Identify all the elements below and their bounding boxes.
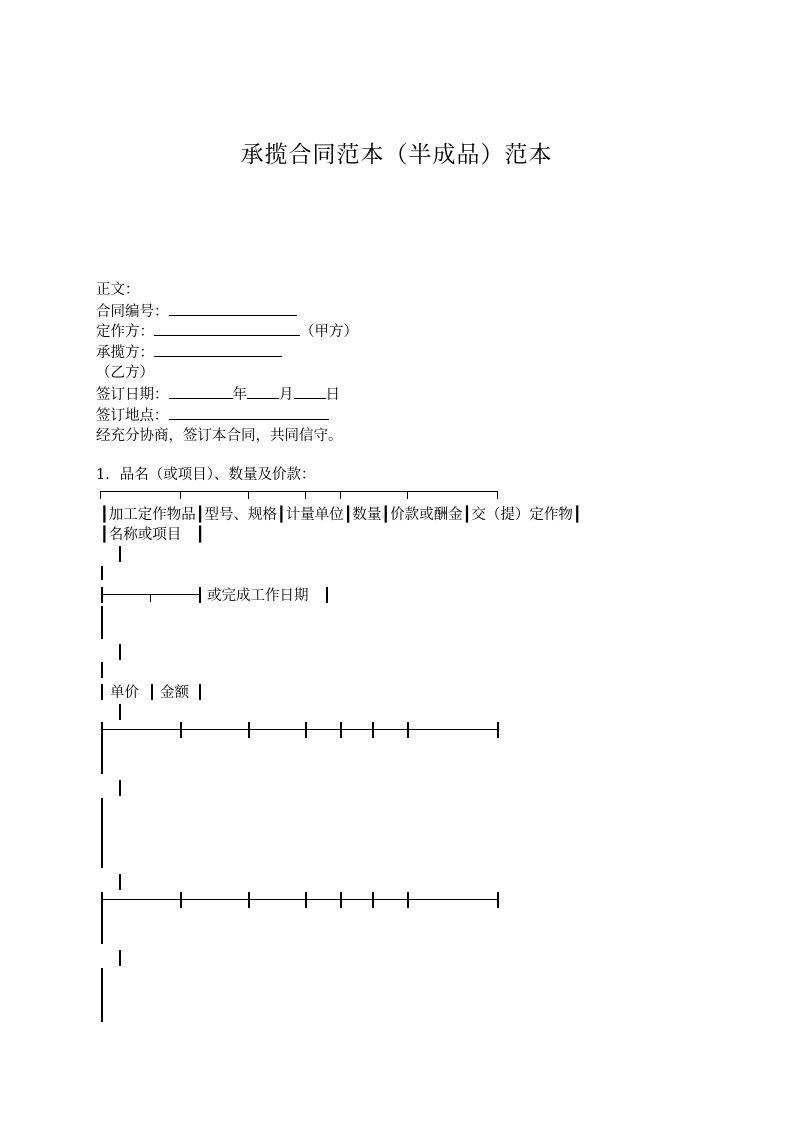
table-vbar xyxy=(119,546,121,562)
table-vbar xyxy=(372,892,374,908)
table-vbar xyxy=(101,798,103,868)
year-blank[interactable] xyxy=(169,384,233,399)
contract-number-field xyxy=(96,301,297,322)
table-vbar xyxy=(248,892,250,908)
table-vbar xyxy=(180,722,182,738)
table-vbar xyxy=(407,892,409,908)
month-blank[interactable] xyxy=(247,384,279,399)
table-vbar xyxy=(119,950,121,966)
table-hline xyxy=(103,594,200,595)
sign-place-blank[interactable] xyxy=(169,405,329,420)
jiafang-label: （甲方） xyxy=(300,324,358,340)
table-vbar xyxy=(119,874,121,890)
table-vbar xyxy=(199,684,201,700)
table-vbar xyxy=(497,722,499,738)
table-vbar xyxy=(101,968,103,1022)
table-border-tick xyxy=(248,491,249,499)
table-vbar xyxy=(497,892,499,908)
zhengwen-label: 正文： xyxy=(96,282,140,298)
table-vbar xyxy=(305,892,307,908)
table-border-tick xyxy=(497,491,498,499)
table-top-border xyxy=(100,491,498,492)
dingzuofang-blank[interactable] xyxy=(154,321,300,336)
table-vbar xyxy=(305,722,307,738)
dingzuofang-label: 定作方： xyxy=(96,324,154,340)
table-vbar xyxy=(101,684,103,700)
table-border-tick xyxy=(150,594,151,602)
table-border-tick xyxy=(340,491,341,499)
table-row-separator xyxy=(103,899,498,900)
table-vbar xyxy=(101,662,103,678)
sign-date-label: 签订日期： xyxy=(96,387,169,403)
table-vbar xyxy=(199,587,201,603)
table-vbar xyxy=(101,566,103,580)
document-title: 承揽合同范本（半成品）范本 xyxy=(240,142,553,168)
table-vbar xyxy=(119,644,121,660)
month-label: 月 xyxy=(279,387,294,403)
table-border-tick xyxy=(180,491,181,499)
table-vbar xyxy=(340,892,342,908)
table-border-tick xyxy=(305,491,306,499)
completion-date-label: 或完成工作日期 xyxy=(207,588,309,604)
amount-label: 金额 xyxy=(160,685,189,701)
table-row-separator xyxy=(103,729,498,730)
table-vbar xyxy=(407,722,409,738)
chenglanfang-label: 承揽方： xyxy=(96,345,154,361)
year-label: 年 xyxy=(232,387,247,403)
chenglanfang-blank[interactable] xyxy=(154,342,282,357)
table-vbar xyxy=(101,587,103,603)
preamble-text: 经充分协商，签订本合同，共同信守。 xyxy=(96,428,343,444)
yifang-label: （乙方） xyxy=(96,365,154,381)
chenglanfang-field xyxy=(96,342,282,363)
unit-price-label: 单价 xyxy=(110,685,139,701)
day-blank[interactable] xyxy=(294,384,326,399)
contract-number-label: 合同编号： xyxy=(96,304,169,320)
table-vbar xyxy=(248,722,250,738)
table-vbar xyxy=(119,780,121,796)
section1-heading: 1．品名（或项目）、数量及价款： xyxy=(96,467,316,483)
table-vbar xyxy=(151,684,153,700)
table-header-row2: ┃名称或项目 ┃ xyxy=(100,527,205,543)
table-vbar xyxy=(180,892,182,908)
dingzuofang-field xyxy=(96,321,358,342)
table-vbar xyxy=(101,606,103,639)
day-label: 日 xyxy=(325,387,340,403)
sign-place-field xyxy=(96,405,329,426)
table-vbar xyxy=(326,587,328,603)
table-header-row: ┃加工定作物品┃型号、规格┃计量单位┃数量┃价款或酬金┃交（提）定作物┃ xyxy=(100,507,582,523)
table-border-tick xyxy=(100,491,101,499)
sign-place-label: 签订地点： xyxy=(96,408,169,424)
sign-date-field xyxy=(96,384,340,405)
table-vbar xyxy=(340,722,342,738)
contract-number-blank[interactable] xyxy=(169,301,297,316)
table-vbar xyxy=(119,704,121,720)
table-vbar xyxy=(372,722,374,738)
table-border-tick xyxy=(407,491,408,499)
